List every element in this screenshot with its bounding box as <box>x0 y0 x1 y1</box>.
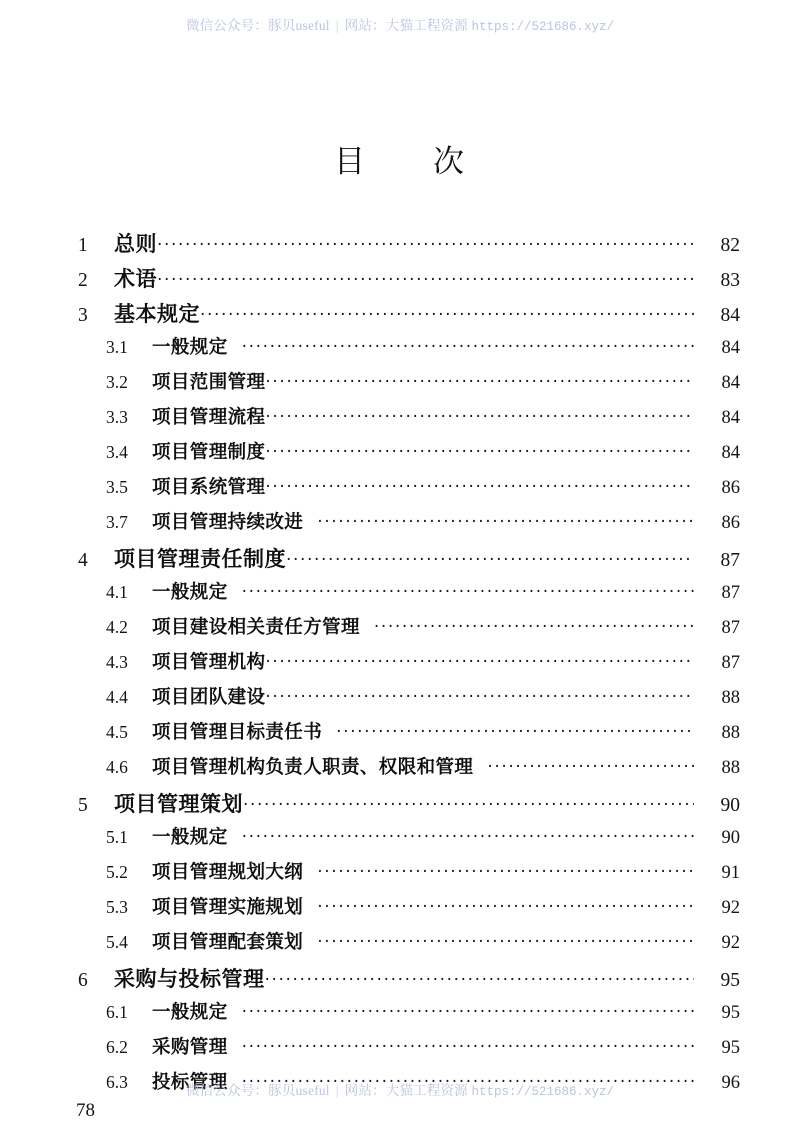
toc-entry-title: 项目建设相关责任方管理 <box>152 617 360 638</box>
toc-entry-number: 5.4 <box>106 932 128 952</box>
toc-entry[interactable] <box>78 788 740 823</box>
toc-leader-dots <box>242 337 694 353</box>
toc-leader-dots <box>265 477 694 493</box>
toc-entry[interactable] <box>78 228 740 263</box>
table-of-contents <box>78 228 740 1103</box>
toc-leader-dots <box>265 407 694 423</box>
toc-leader-dots <box>487 757 694 773</box>
page-folio-number: 78 <box>76 1100 95 1121</box>
toc-entry-title: 项目团队建设 <box>152 687 266 708</box>
toc-entry-title: 一般规定 <box>152 582 228 603</box>
toc-entry[interactable] <box>78 473 740 508</box>
toc-leader-dots <box>157 270 694 286</box>
toc-entry[interactable] <box>78 998 740 1033</box>
toc-entry-title: 项目管理配套策划 <box>152 932 304 953</box>
toc-entry-title: 一般规定 <box>152 827 228 848</box>
watermark-wechat-label: 微信公众号：豚贝useful <box>185 18 330 33</box>
toc-entry-title: 一般规定 <box>152 1002 228 1023</box>
toc-entry[interactable] <box>78 718 740 753</box>
toc-entry-page-number: 86 <box>721 478 740 498</box>
toc-entry-title: 项目管理机构 <box>152 652 266 673</box>
toc-entry[interactable] <box>78 543 740 578</box>
toc-entry-title: 术语 <box>114 266 157 291</box>
toc-entry-page-number: 84 <box>720 305 740 326</box>
watermark-separator: | <box>335 1083 339 1098</box>
toc-entry-number: 3.2 <box>106 372 128 392</box>
toc-entry[interactable] <box>78 403 740 438</box>
toc-entry-page-number: 84 <box>721 408 740 428</box>
toc-entry-number: 4.3 <box>106 652 128 672</box>
toc-entry-page-number: 84 <box>721 443 740 463</box>
toc-entry-title: 项目管理实施规划 <box>152 897 304 918</box>
toc-entry-title: 项目管理目标责任书 <box>152 722 323 743</box>
toc-leader-dots <box>242 582 694 598</box>
toc-entry-number: 5.2 <box>106 862 128 882</box>
toc-entry-title: 项目范围管理 <box>152 372 266 393</box>
toc-entry-page-number: 95 <box>721 1038 740 1058</box>
toc-entry[interactable] <box>78 508 740 543</box>
toc-leader-dots <box>336 722 694 738</box>
toc-entry-page-number: 90 <box>721 828 740 848</box>
toc-entry-title: 项目管理规划大纲 <box>152 862 304 883</box>
toc-entry-number: 4.2 <box>106 617 128 637</box>
toc-entry[interactable] <box>78 823 740 858</box>
toc-entry-number: 3.4 <box>106 442 128 462</box>
toc-leader-dots <box>317 932 694 948</box>
toc-entry-number: 5.1 <box>106 827 128 847</box>
toc-entry-number: 6.1 <box>106 1002 128 1022</box>
toc-entry-page-number: 84 <box>721 338 740 358</box>
toc-entry-page-number: 83 <box>720 270 740 291</box>
toc-entry[interactable] <box>78 858 740 893</box>
watermark-wechat-label: 微信公众号：豚贝useful <box>185 1083 330 1098</box>
toc-entry-page-number: 95 <box>721 1003 740 1023</box>
toc-entry-page-number: 88 <box>721 688 740 708</box>
toc-entry-title: 项目管理流程 <box>152 407 266 428</box>
toc-entry[interactable] <box>78 438 740 473</box>
toc-entry-number: 5 <box>78 795 88 816</box>
toc-entry-number: 4.4 <box>106 687 128 707</box>
toc-entry-page-number: 92 <box>721 933 740 953</box>
toc-entry-title: 项目管理持续改进 <box>152 512 304 533</box>
toc-entry-title: 项目系统管理 <box>152 477 266 498</box>
toc-entry[interactable] <box>78 1033 740 1068</box>
toc-entry-title: 采购与投标管理 <box>114 966 265 991</box>
toc-leader-dots <box>286 550 694 566</box>
toc-leader-dots <box>242 1037 694 1053</box>
toc-entry-page-number: 87 <box>721 653 740 673</box>
toc-leader-dots <box>265 652 694 668</box>
toc-entry[interactable] <box>78 298 740 333</box>
toc-entry-title: 投标管理 <box>152 1072 228 1093</box>
toc-leader-dots <box>200 305 694 321</box>
watermark-bottom <box>0 1079 800 1099</box>
toc-leader-dots <box>242 1002 694 1018</box>
toc-entry-number: 4.5 <box>106 722 128 742</box>
toc-entry-number: 3.3 <box>106 407 128 427</box>
toc-entry-number: 4 <box>78 550 88 571</box>
toc-entry[interactable] <box>78 753 740 788</box>
toc-entry-number: 4.6 <box>106 757 128 777</box>
toc-entry-number: 4.1 <box>106 582 128 602</box>
toc-leader-dots <box>317 897 694 913</box>
toc-leader-dots <box>157 235 694 251</box>
toc-entry[interactable] <box>78 893 740 928</box>
toc-entry-title: 采购管理 <box>152 1037 228 1058</box>
watermark-url: https://521686.xyz/ <box>471 20 615 34</box>
toc-leader-dots <box>265 687 694 703</box>
toc-entry-page-number: 88 <box>721 758 740 778</box>
toc-entry-title: 项目管理策划 <box>114 791 243 816</box>
toc-leader-dots <box>265 970 695 986</box>
toc-entry[interactable] <box>78 368 740 403</box>
watermark-separator: | <box>335 18 339 33</box>
toc-entry-number: 1 <box>78 235 88 256</box>
toc-leader-dots <box>265 442 694 458</box>
page-title: 目 次 <box>334 144 466 180</box>
toc-entry-page-number: 84 <box>721 373 740 393</box>
toc-entry-number: 6.3 <box>106 1072 128 1092</box>
toc-entry[interactable] <box>78 683 740 718</box>
toc-entry[interactable] <box>78 613 740 648</box>
toc-entry-page-number: 91 <box>721 863 740 883</box>
toc-leader-dots <box>374 617 694 633</box>
toc-entry-page-number: 90 <box>720 795 740 816</box>
toc-entry-number: 3.7 <box>106 512 128 532</box>
toc-entry[interactable] <box>78 928 740 963</box>
toc-leader-dots <box>265 372 694 388</box>
toc-entry-page-number: 82 <box>720 235 740 256</box>
toc-entry-page-number: 92 <box>721 898 740 918</box>
toc-entry-page-number: 96 <box>721 1073 740 1093</box>
toc-leader-dots <box>317 512 694 528</box>
toc-entry-title: 基本规定 <box>114 301 200 326</box>
toc-entry-number: 6.2 <box>106 1037 128 1057</box>
toc-entry-title: 总则 <box>114 231 157 256</box>
toc-entry-number: 3.1 <box>106 337 128 357</box>
toc-entry[interactable] <box>78 578 740 613</box>
toc-entry-number: 2 <box>78 270 88 291</box>
toc-entry[interactable] <box>78 333 740 368</box>
toc-entry-number: 3 <box>78 305 88 326</box>
toc-entry-page-number: 87 <box>720 550 740 571</box>
watermark-site-label: 网站：大猫工程资源 <box>344 1083 468 1098</box>
watermark-url: https://521686.xyz/ <box>471 1085 615 1099</box>
toc-entry-title: 项目管理责任制度 <box>114 546 286 571</box>
toc-entry-page-number: 95 <box>720 970 740 991</box>
toc-entry[interactable] <box>78 263 740 298</box>
toc-leader-dots <box>243 795 694 811</box>
watermark-top <box>0 14 800 34</box>
toc-entry-page-number: 88 <box>721 723 740 743</box>
toc-entry-number: 3.5 <box>106 477 128 497</box>
toc-entry-number: 6 <box>78 970 88 991</box>
toc-entry-title: 一般规定 <box>152 337 228 358</box>
toc-entry-number: 5.3 <box>106 897 128 917</box>
toc-entry[interactable] <box>78 963 740 998</box>
toc-entry-title: 项目管理制度 <box>152 442 266 463</box>
toc-entry[interactable] <box>78 648 740 683</box>
toc-leader-dots <box>317 862 694 878</box>
toc-entry-page-number: 87 <box>721 618 740 638</box>
toc-entry-page-number: 86 <box>721 513 740 533</box>
watermark-site-label: 网站：大猫工程资源 <box>344 18 468 33</box>
toc-entry-title: 项目管理机构负责人职责、权限和管理 <box>152 757 474 778</box>
toc-leader-dots <box>242 827 694 843</box>
toc-entry-page-number: 87 <box>721 583 740 603</box>
